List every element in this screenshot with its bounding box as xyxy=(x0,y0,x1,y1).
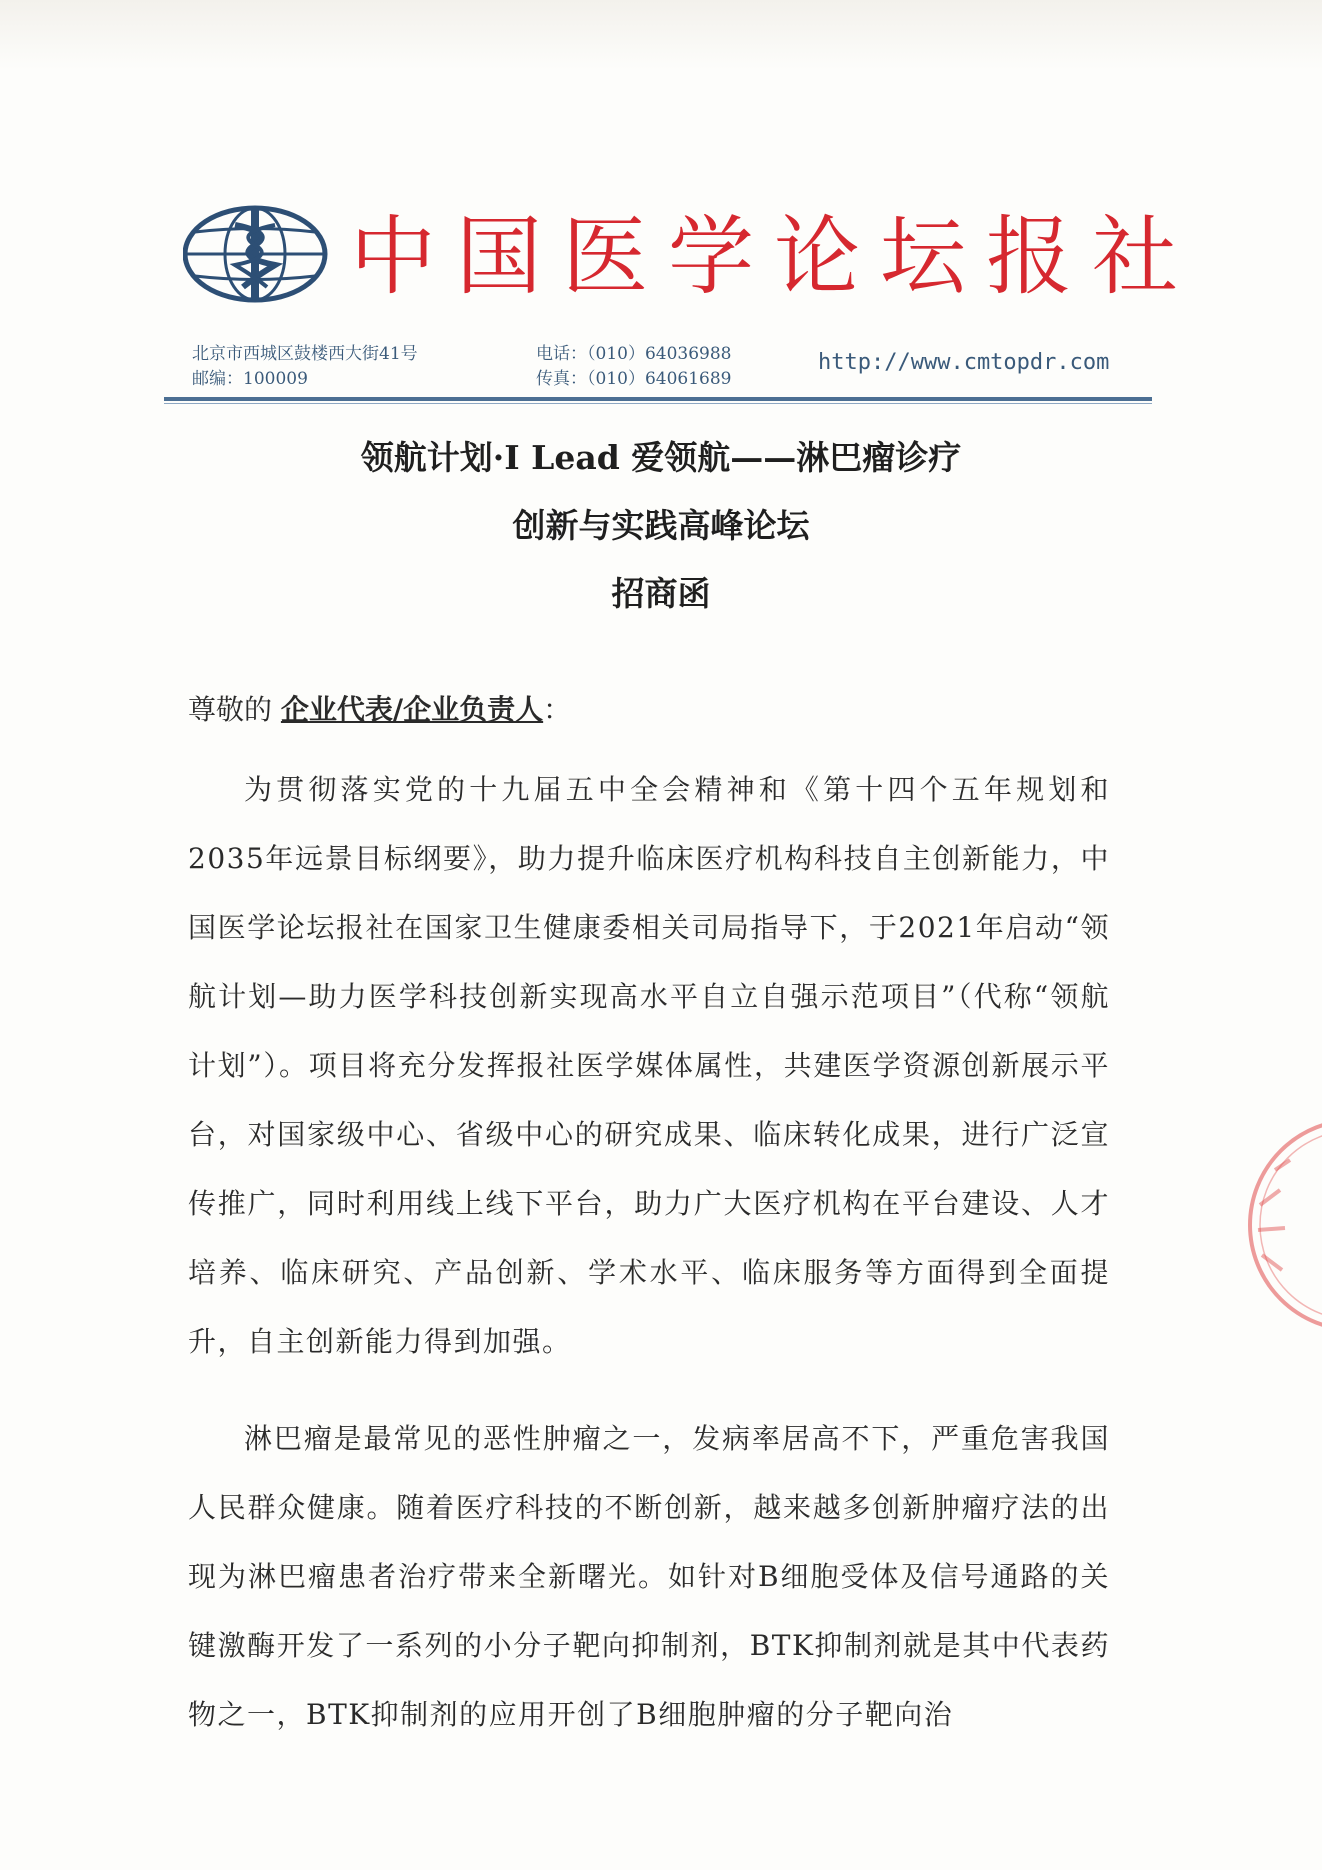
phone-line: 电话：（010）64036988 xyxy=(536,344,732,364)
salutation-recipient: 企业代表/企业负责人 xyxy=(280,693,544,726)
postcode-line: 邮编：100009 xyxy=(192,369,308,389)
phone-block xyxy=(536,342,731,392)
letterhead xyxy=(0,0,1322,420)
document-title-line2: 创新与实践高峰论坛 xyxy=(512,506,810,545)
document-title-line3: 招商函 xyxy=(611,574,711,613)
website-link[interactable]: http://www.cmtopdr.com xyxy=(818,350,1110,375)
address-line: 北京市西城区鼓楼西大街41号 xyxy=(192,344,418,364)
salutation-suffix: ： xyxy=(543,693,572,726)
red-seal-stamp-icon xyxy=(1240,1110,1322,1340)
body-paragraph-1: 为贯彻落实党的十九届五中全会精神和《第十四个五年规划和2035年远景目标纲要》，助力提升临床医疗机构科技自主创新能力，中国医学论坛报社在国家卫生健康委相关司局指导下，于2021年启动“领航计划—助力医学科技创新实现高水平自立自强示范项目”（代称“领航计划”）。项目将充分发挥报社医学媒体属性，共建医学资源创新展示平台，对国家级中心、省级中心的研究成果、临床转化成果，进行广泛宣传推广，同时利用线上线下平台，助力广大医疗机构在平台建设、人才培养、临床研究、产品创新、学术水平、临床服务等方面得到全面提升，自主创新能力得到加强。 xyxy=(188,773,1110,1358)
header-divider-thin xyxy=(164,403,1152,404)
salutation xyxy=(188,688,1110,728)
caduceus-globe-icon xyxy=(183,205,328,303)
salutation-prefix: 尊敬的 xyxy=(188,693,281,726)
body-paragraph-2: 淋巴瘤是最常见的恶性肿瘤之一，发病率居高不下，严重危害我国人民群众健康。随着医疗科技的不断创新，越来越多创新肿瘤疗法的出现为淋巴瘤患者治疗带来全新曙光。如针对B细胞受体及信号通路的关键激酶开发了一系列的小分子靶向抑制剂，BTK抑制剂就是其中代表药物之一，BTK抑制剂的应用开创了B细胞肿瘤的分子靶向治 xyxy=(188,1422,1110,1731)
fax-line: 传真：（010）64061689 xyxy=(536,369,732,389)
newspaper-name: 中国医学论坛报社 xyxy=(350,207,1198,307)
document-title-line1: 领航计划·I Lead 爱领航——淋巴瘤诊疗 xyxy=(360,438,962,477)
address-block xyxy=(192,342,418,392)
header-divider xyxy=(164,397,1152,401)
